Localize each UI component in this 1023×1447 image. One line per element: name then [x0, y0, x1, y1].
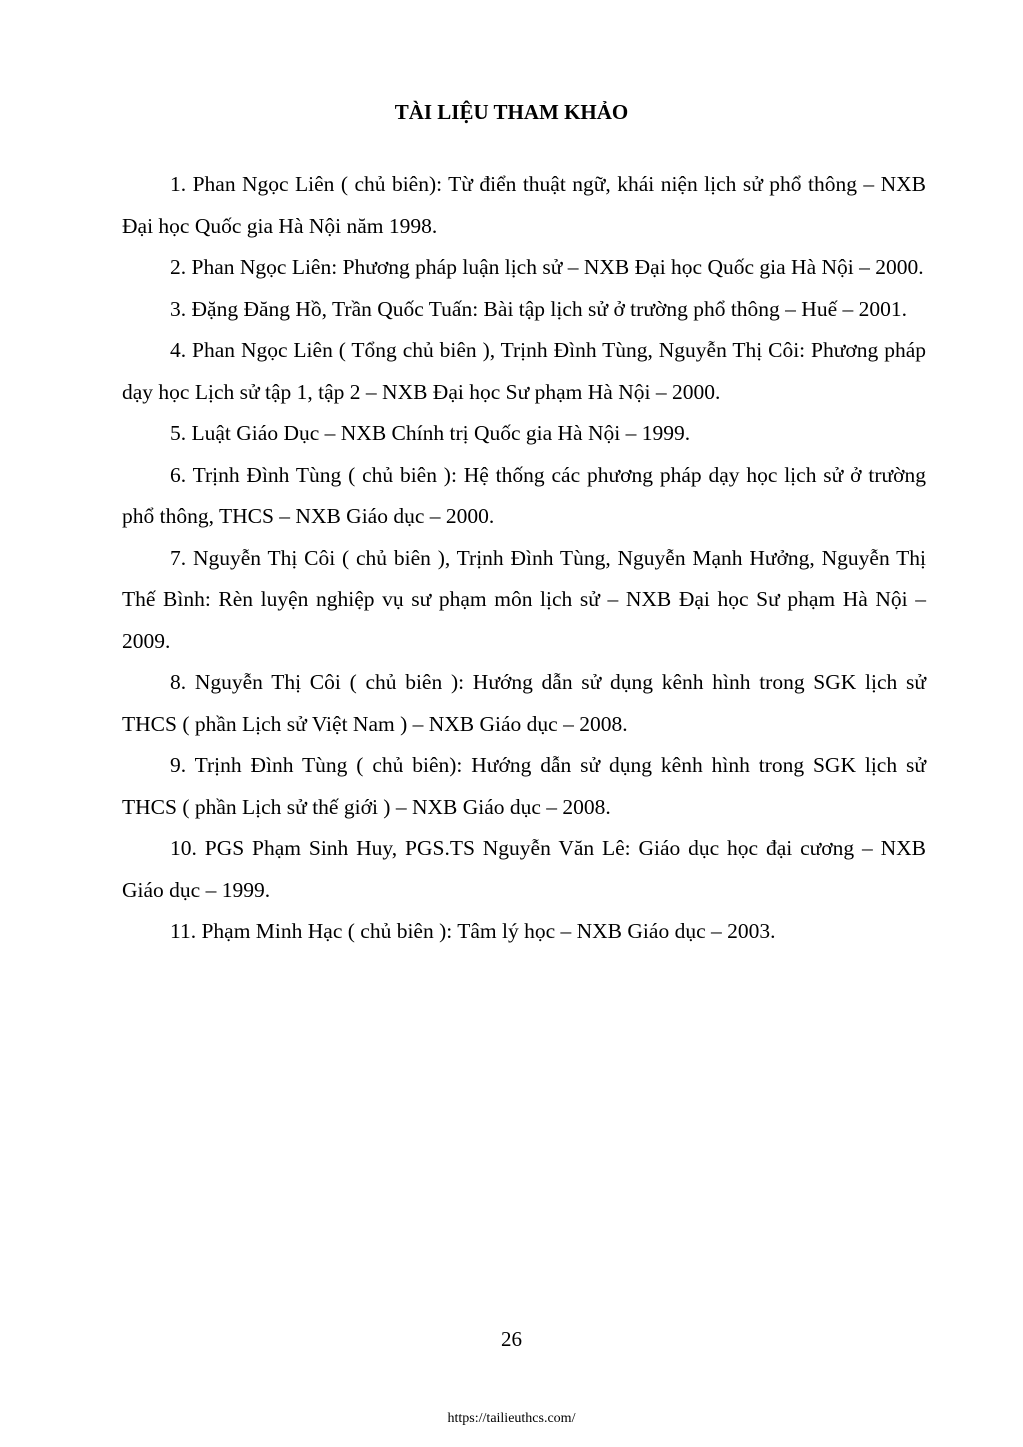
reference-list: [122, 164, 926, 953]
reference-item: 5. Luật Giáo Dục – NXB Chính trị Quốc gia Hà Nội – 1999.: [170, 421, 691, 445]
reference-item: 7. Nguyễn Thị Côi ( chủ biên ), Trịnh Đình Tùng, Nguyễn Mạnh Hưởng, Nguyễn Thị Thế Bình: Rèn luyện nghiệp vụ sư phạm môn lịch sử – NXB Đại học Sư phạm Hà Nội – 2009.: [122, 545, 926, 653]
reference-item: 8. Nguyễn Thị Côi ( chủ biên ): Hướng dẫn sử dụng kênh hình trong SGK lịch sử THCS ( phần Lịch sử Việt Nam ) – NXB Giáo dục – 2008.: [122, 670, 926, 736]
reference-item: 11. Phạm Minh Hạc ( chủ biên ): Tâm lý học – NXB Giáo dục – 2003.: [170, 919, 776, 943]
reference-item: 9. Trịnh Đình Tùng ( chủ biên): Hướng dẫn sử dụng kênh hình trong SGK lịch sử THCS ( phần Lịch sử thế giới ) – NXB Giáo dục – 2008.: [122, 753, 926, 819]
page-title: TÀI LIỆU THAM KHẢO: [394, 100, 629, 124]
reference-item: 3. Đặng Đăng Hồ, Trần Quốc Tuấn: Bài tập lịch sử ở trường phổ thông – Huế – 2001.: [170, 296, 908, 321]
reference-item: 4. Phan Ngọc Liên ( Tổng chủ biên ), Trịnh Đình Tùng, Nguyễn Thị Côi: Phương pháp dạy học Lịch sử tập 1, tập 2 – NXB Đại học Sư phạm Hà Nội – 2000.: [122, 338, 926, 404]
reference-item: 6. Trịnh Đình Tùng ( chủ biên ): Hệ thống các phương pháp dạy học lịch sử ở trường phổ thông, THCS – NXB Giáo dục – 2000.: [122, 462, 926, 528]
footer-url-link[interactable]: https://tailieuthcs.com/: [447, 1411, 576, 1426]
reference-item: 1. Phan Ngọc Liên ( chủ biên): Từ điển thuật ngữ, khái niện lịch sử phổ thông – NXB Đại học Quốc gia Hà Nội năm 1998.: [122, 172, 926, 238]
reference-item: 2. Phan Ngọc Liên: Phương pháp luận lịch sử – NXB Đại học Quốc gia Hà Nội – 2000.: [170, 255, 924, 279]
page-number: 26: [501, 1327, 522, 1351]
reference-item: 10. PGS Phạm Sinh Huy, PGS.TS Nguyễn Văn Lê: Giáo dục học đại cương – NXB Giáo dục – 1999.: [122, 836, 926, 902]
